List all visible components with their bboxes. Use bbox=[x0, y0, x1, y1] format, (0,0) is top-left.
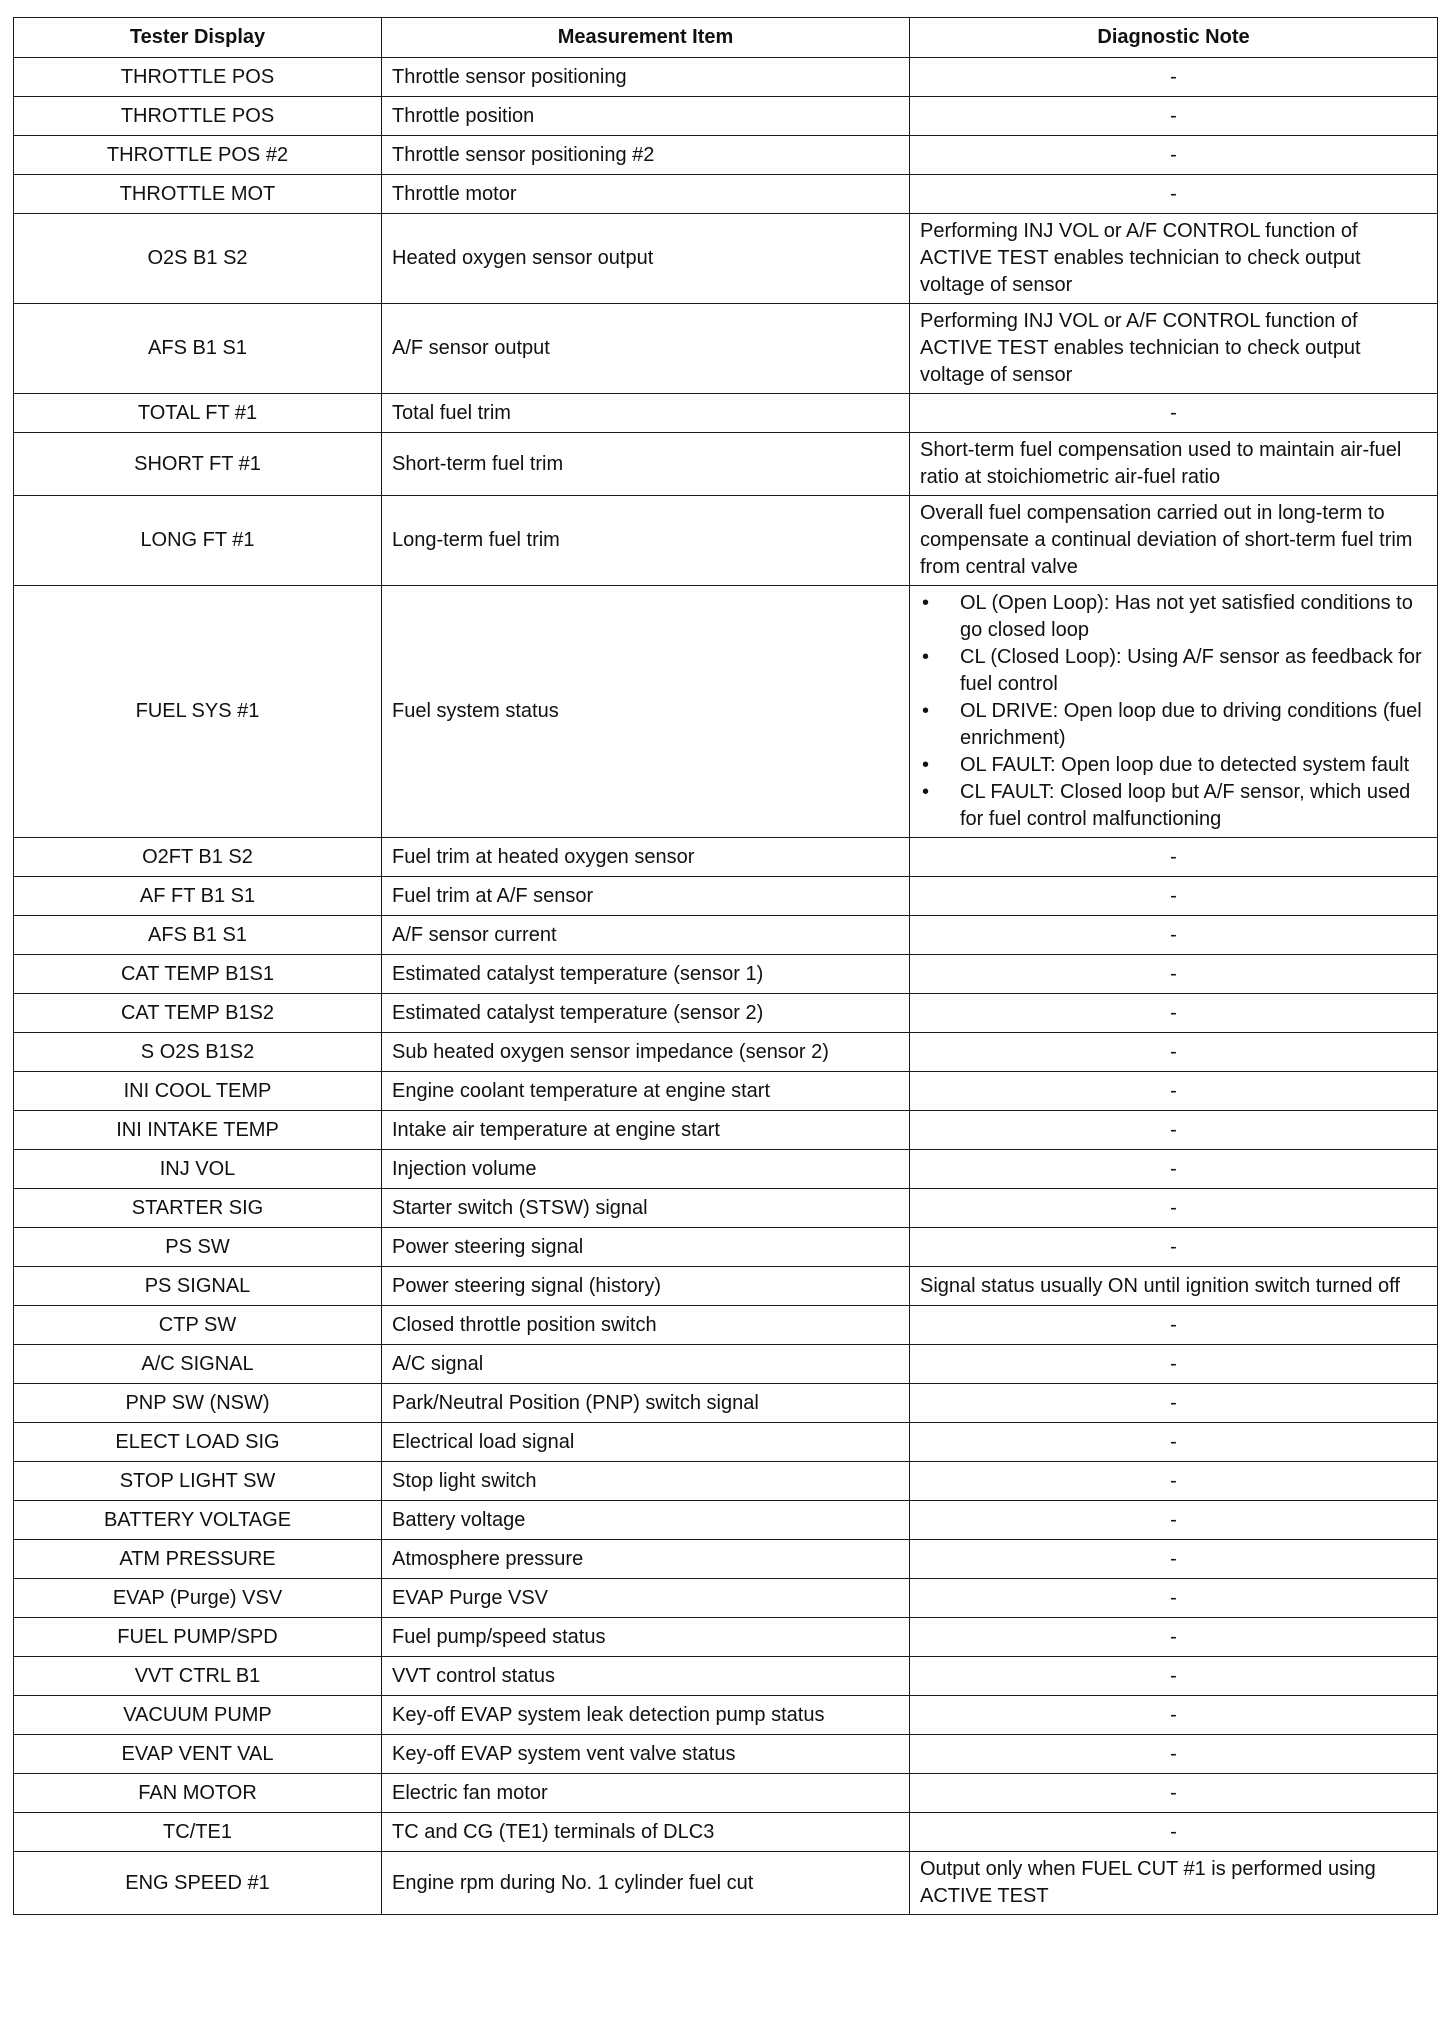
measurement-item-cell: Total fuel trim bbox=[382, 394, 910, 433]
table-row bbox=[14, 58, 1438, 97]
measurement-item-cell: Battery voltage bbox=[382, 1501, 910, 1540]
tester-display-cell: VVT CTRL B1 bbox=[14, 1657, 382, 1696]
diagnostic-note-cell: - bbox=[910, 1384, 1438, 1423]
measurement-item-cell: Fuel trim at heated oxygen sensor bbox=[382, 838, 910, 877]
measurement-item-cell: Short-term fuel trim bbox=[382, 433, 910, 496]
measurement-item-cell: Closed throttle position switch bbox=[382, 1306, 910, 1345]
table-row bbox=[14, 1423, 1438, 1462]
diagnostic-note-cell: - bbox=[910, 1111, 1438, 1150]
tester-display-cell: AF FT B1 S1 bbox=[14, 877, 382, 916]
diagnostic-note-cell: - bbox=[910, 838, 1438, 877]
diagnostic-note-cell: - bbox=[910, 877, 1438, 916]
tester-display-cell: LONG FT #1 bbox=[14, 496, 382, 586]
table-row bbox=[14, 1579, 1438, 1618]
measurement-item-cell: Key-off EVAP system vent valve status bbox=[382, 1735, 910, 1774]
measurement-item-cell: Atmosphere pressure bbox=[382, 1540, 910, 1579]
tester-display-cell: THROTTLE POS bbox=[14, 97, 382, 136]
measurement-item-cell: Engine coolant temperature at engine start bbox=[382, 1072, 910, 1111]
table-row bbox=[14, 136, 1438, 175]
tester-display-cell: CAT TEMP B1S2 bbox=[14, 994, 382, 1033]
table-row bbox=[14, 955, 1438, 994]
diagnostic-note-cell: - bbox=[910, 1618, 1438, 1657]
table-row bbox=[14, 1813, 1438, 1852]
diagnostic-note-cell: Output only when FUEL CUT #1 is performed using ACTIVE TEST bbox=[910, 1852, 1438, 1915]
fuel-status-list-item: • OL (Open Loop): Has not yet satisfied conditions to go closed loop bbox=[920, 590, 1427, 644]
tester-display-cell: O2FT B1 S2 bbox=[14, 838, 382, 877]
tester-display-cell: BATTERY VOLTAGE bbox=[14, 1501, 382, 1540]
table-row bbox=[14, 1345, 1438, 1384]
tester-display-cell: INI INTAKE TEMP bbox=[14, 1111, 382, 1150]
tester-display-cell: THROTTLE POS #2 bbox=[14, 136, 382, 175]
measurement-item-cell: Electric fan motor bbox=[382, 1774, 910, 1813]
measurement-item-cell: Heated oxygen sensor output bbox=[382, 214, 910, 304]
measurement-item-cell: Throttle motor bbox=[382, 175, 910, 214]
diagnostic-note-cell: Performing INJ VOL or A/F CONTROL function of ACTIVE TEST enables technician to check output voltage of sensor bbox=[910, 214, 1438, 304]
tester-display-cell: FUEL PUMP/SPD bbox=[14, 1618, 382, 1657]
tester-display-cell: S O2S B1S2 bbox=[14, 1033, 382, 1072]
tester-display-cell: PNP SW (NSW) bbox=[14, 1384, 382, 1423]
measurement-item-cell: Starter switch (STSW) signal bbox=[382, 1189, 910, 1228]
diagnostic-note-cell: - bbox=[910, 175, 1438, 214]
diagnostic-note-cell: - bbox=[910, 916, 1438, 955]
diagnostic-note-cell bbox=[910, 586, 1438, 838]
measurement-item-cell: Throttle position bbox=[382, 97, 910, 136]
diagnostic-note-cell: Overall fuel compensation carried out in long-term to compensate a continual deviation of short-term fuel trim from central valve bbox=[910, 496, 1438, 586]
tester-display-cell: EVAP (Purge) VSV bbox=[14, 1579, 382, 1618]
measurement-item-cell: EVAP Purge VSV bbox=[382, 1579, 910, 1618]
measurement-item-cell: A/C signal bbox=[382, 1345, 910, 1384]
tester-display-cell: CTP SW bbox=[14, 1306, 382, 1345]
tester-display-cell: CAT TEMP B1S1 bbox=[14, 955, 382, 994]
tester-display-cell: PS SW bbox=[14, 1228, 382, 1267]
diagnostic-note-cell: - bbox=[910, 1696, 1438, 1735]
table-row bbox=[14, 1228, 1438, 1267]
table-row bbox=[14, 916, 1438, 955]
table-row bbox=[14, 394, 1438, 433]
tester-display-cell: FAN MOTOR bbox=[14, 1774, 382, 1813]
table-row bbox=[14, 175, 1438, 214]
diagnostic-note-cell: - bbox=[910, 1813, 1438, 1852]
table-row bbox=[14, 1111, 1438, 1150]
measurement-item-cell: Estimated catalyst temperature (sensor 2) bbox=[382, 994, 910, 1033]
diagnostic-note-cell: Signal status usually ON until ignition switch turned off bbox=[910, 1267, 1438, 1306]
diagnostic-note-cell: - bbox=[910, 97, 1438, 136]
tester-display-cell: ELECT LOAD SIG bbox=[14, 1423, 382, 1462]
table-row bbox=[14, 1072, 1438, 1111]
table-row bbox=[14, 1657, 1438, 1696]
data-list-table bbox=[13, 17, 1438, 1915]
table-row bbox=[14, 496, 1438, 586]
tester-display-cell: ENG SPEED #1 bbox=[14, 1852, 382, 1915]
table-row bbox=[14, 433, 1438, 496]
fuel-status-list-item: • CL (Closed Loop): Using A/F sensor as feedback for fuel control bbox=[920, 644, 1427, 698]
measurement-item-cell: TC and CG (TE1) terminals of DLC3 bbox=[382, 1813, 910, 1852]
fuel-status-list bbox=[920, 590, 1427, 833]
diagnostic-note-cell: - bbox=[910, 1072, 1438, 1111]
diagnostic-note-cell: Performing INJ VOL or A/F CONTROL function of ACTIVE TEST enables technician to check output voltage of sensor bbox=[910, 304, 1438, 394]
measurement-item-cell: Fuel trim at A/F sensor bbox=[382, 877, 910, 916]
diagnostic-note-cell: - bbox=[910, 1306, 1438, 1345]
tester-display-cell: TOTAL FT #1 bbox=[14, 394, 382, 433]
tester-display-cell: AFS B1 S1 bbox=[14, 304, 382, 394]
diagnostic-note-cell: - bbox=[910, 394, 1438, 433]
tester-display-cell: A/C SIGNAL bbox=[14, 1345, 382, 1384]
diagnostic-note-cell: - bbox=[910, 1228, 1438, 1267]
tester-display-cell: THROTTLE POS bbox=[14, 58, 382, 97]
tester-display-cell: AFS B1 S1 bbox=[14, 916, 382, 955]
table-row bbox=[14, 1462, 1438, 1501]
measurement-item-cell: Key-off EVAP system leak detection pump status bbox=[382, 1696, 910, 1735]
tester-display-cell: EVAP VENT VAL bbox=[14, 1735, 382, 1774]
diagnostic-note-cell: - bbox=[910, 1735, 1438, 1774]
data-list-table-container bbox=[13, 17, 1437, 1915]
table-row bbox=[14, 1033, 1438, 1072]
measurement-item-cell: VVT control status bbox=[382, 1657, 910, 1696]
tester-display-cell: O2S B1 S2 bbox=[14, 214, 382, 304]
tester-display-cell: FUEL SYS #1 bbox=[14, 586, 382, 838]
table-row bbox=[14, 1150, 1438, 1189]
measurement-item-cell: A/F sensor current bbox=[382, 916, 910, 955]
fuel-status-list-item: • OL FAULT: Open loop due to detected system fault bbox=[920, 752, 1427, 779]
tester-display-cell: ATM PRESSURE bbox=[14, 1540, 382, 1579]
header-diagnostic-note: Diagnostic Note bbox=[910, 18, 1438, 58]
table-row bbox=[14, 304, 1438, 394]
measurement-item-cell: Throttle sensor positioning bbox=[382, 58, 910, 97]
diagnostic-note-cell: - bbox=[910, 1579, 1438, 1618]
measurement-item-cell: Park/Neutral Position (PNP) switch signal bbox=[382, 1384, 910, 1423]
measurement-item-cell: Intake air temperature at engine start bbox=[382, 1111, 910, 1150]
table-body bbox=[14, 58, 1438, 1915]
tester-display-cell: INJ VOL bbox=[14, 1150, 382, 1189]
diagnostic-note-cell: - bbox=[910, 1189, 1438, 1228]
diagnostic-note-cell: - bbox=[910, 1033, 1438, 1072]
table-row bbox=[14, 1306, 1438, 1345]
table-row bbox=[14, 1384, 1438, 1423]
diagnostic-note-cell: - bbox=[910, 58, 1438, 97]
table-row bbox=[14, 877, 1438, 916]
table-row bbox=[14, 1735, 1438, 1774]
measurement-item-cell: Fuel pump/speed status bbox=[382, 1618, 910, 1657]
tester-display-cell: STARTER SIG bbox=[14, 1189, 382, 1228]
diagnostic-note-cell: - bbox=[910, 955, 1438, 994]
header-row bbox=[14, 18, 1438, 58]
table-row bbox=[14, 214, 1438, 304]
measurement-item-cell: Electrical load signal bbox=[382, 1423, 910, 1462]
table-row bbox=[14, 586, 1438, 838]
measurement-item-cell: A/F sensor output bbox=[382, 304, 910, 394]
diagnostic-note-cell: - bbox=[910, 1462, 1438, 1501]
table-row bbox=[14, 1189, 1438, 1228]
measurement-item-cell: Fuel system status bbox=[382, 586, 910, 838]
measurement-item-cell: Engine rpm during No. 1 cylinder fuel cut bbox=[382, 1852, 910, 1915]
measurement-item-cell: Stop light switch bbox=[382, 1462, 910, 1501]
header-tester-display: Tester Display bbox=[14, 18, 382, 58]
tester-display-cell: TC/TE1 bbox=[14, 1813, 382, 1852]
table-row bbox=[14, 1696, 1438, 1735]
table-row bbox=[14, 838, 1438, 877]
table-row bbox=[14, 1267, 1438, 1306]
table-row bbox=[14, 97, 1438, 136]
table-row bbox=[14, 1618, 1438, 1657]
measurement-item-cell: Estimated catalyst temperature (sensor 1) bbox=[382, 955, 910, 994]
table-row bbox=[14, 994, 1438, 1033]
fuel-status-list-item: • OL DRIVE: Open loop due to driving conditions (fuel enrichment) bbox=[920, 698, 1427, 752]
table-row bbox=[14, 1774, 1438, 1813]
diagnostic-note-cell: - bbox=[910, 1774, 1438, 1813]
tester-display-cell: INI COOL TEMP bbox=[14, 1072, 382, 1111]
diagnostic-note-cell: - bbox=[910, 1657, 1438, 1696]
table-row bbox=[14, 1852, 1438, 1915]
measurement-item-cell: Sub heated oxygen sensor impedance (sensor 2) bbox=[382, 1033, 910, 1072]
tester-display-cell: THROTTLE MOT bbox=[14, 175, 382, 214]
diagnostic-note-cell: - bbox=[910, 1150, 1438, 1189]
header-measurement-item: Measurement Item bbox=[382, 18, 910, 58]
tester-display-cell: STOP LIGHT SW bbox=[14, 1462, 382, 1501]
table-row bbox=[14, 1501, 1438, 1540]
diagnostic-note-cell: - bbox=[910, 1345, 1438, 1384]
tester-display-cell: VACUUM PUMP bbox=[14, 1696, 382, 1735]
measurement-item-cell: Throttle sensor positioning #2 bbox=[382, 136, 910, 175]
diagnostic-note-cell: - bbox=[910, 1423, 1438, 1462]
fuel-status-list-item: • CL FAULT: Closed loop but A/F sensor, which used for fuel control malfunctioning bbox=[920, 779, 1427, 833]
measurement-item-cell: Power steering signal bbox=[382, 1228, 910, 1267]
tester-display-cell: SHORT FT #1 bbox=[14, 433, 382, 496]
diagnostic-note-cell: - bbox=[910, 136, 1438, 175]
measurement-item-cell: Injection volume bbox=[382, 1150, 910, 1189]
diagnostic-note-cell: - bbox=[910, 1501, 1438, 1540]
diagnostic-note-cell: Short-term fuel compensation used to maintain air-fuel ratio at stoichiometric air-fuel ratio bbox=[910, 433, 1438, 496]
diagnostic-note-cell: - bbox=[910, 1540, 1438, 1579]
table-row bbox=[14, 1540, 1438, 1579]
measurement-item-cell: Long-term fuel trim bbox=[382, 496, 910, 586]
measurement-item-cell: Power steering signal (history) bbox=[382, 1267, 910, 1306]
tester-display-cell: PS SIGNAL bbox=[14, 1267, 382, 1306]
diagnostic-note-cell: - bbox=[910, 994, 1438, 1033]
